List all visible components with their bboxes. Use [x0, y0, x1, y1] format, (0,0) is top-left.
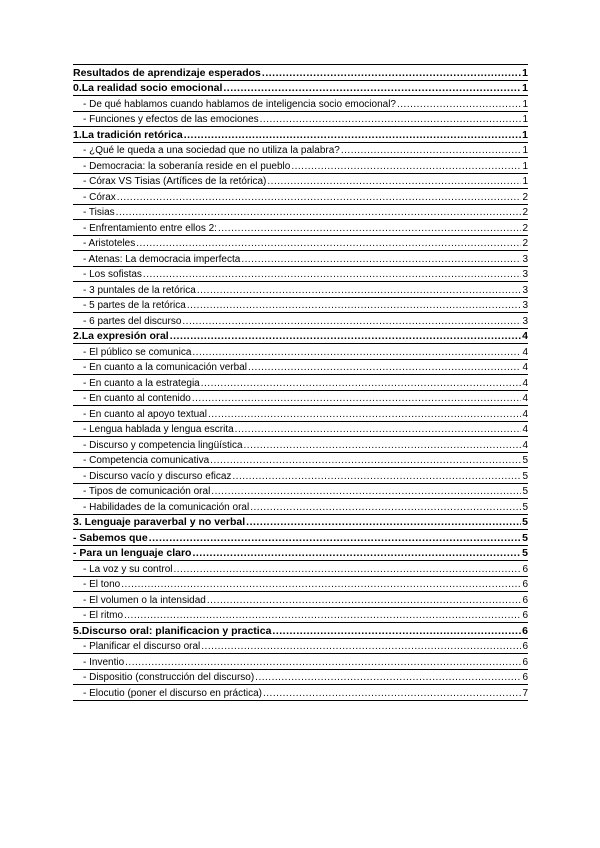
toc-page-number: 6 — [522, 594, 528, 606]
dot-leader — [187, 299, 522, 311]
toc-entry-label: - El público se comunica — [83, 346, 192, 358]
toc-subentry[interactable] — [73, 359, 528, 375]
toc-entry-label: - Discurso vacío y discurso eficaz — [83, 470, 232, 482]
dot-leader — [232, 470, 521, 482]
toc-entry-label: - En cuanto a la comunicación verbal — [83, 362, 247, 373]
toc-page-number: 5 — [522, 486, 528, 497]
toc-page-number: 1 — [522, 82, 528, 94]
dot-leader — [250, 501, 521, 513]
toc-heading-entry[interactable] — [73, 80, 528, 96]
toc-page-number: 4 — [522, 330, 528, 342]
toc-entry-label: - El ritmo — [83, 610, 123, 621]
toc-entry-label: - Elocutio (poner el discurso en práctica) — [83, 687, 262, 699]
toc-heading-entry[interactable] — [73, 64, 528, 80]
toc-page-number: 2 — [522, 191, 528, 203]
toc-subentry[interactable] — [73, 560, 528, 576]
toc-entry-label: 0.La realidad socio emocional — [73, 82, 223, 94]
toc-subentry[interactable] — [73, 374, 528, 390]
toc-entry-label: - Dispositio (construcción del discurso) — [83, 672, 255, 683]
dot-leader — [246, 516, 521, 528]
dot-leader — [248, 361, 521, 373]
toc-subentry[interactable] — [73, 591, 528, 607]
toc-page-number: 3 — [522, 284, 528, 296]
toc-subentry[interactable] — [73, 607, 528, 623]
toc-subentry[interactable] — [73, 188, 528, 204]
toc-subentry[interactable] — [73, 142, 528, 158]
toc-heading-entry[interactable] — [73, 514, 528, 530]
toc-page-number: 4 — [522, 439, 528, 451]
toc-page-number: 6 — [522, 579, 528, 590]
toc-page-number: 4 — [522, 408, 528, 420]
toc-heading-entry[interactable] — [73, 328, 528, 344]
dot-leader — [267, 175, 521, 187]
toc-page-number: 1 — [522, 160, 528, 172]
toc-page-number: 2 — [522, 207, 528, 218]
dot-leader — [263, 687, 521, 699]
toc-page-number: 3 — [522, 253, 528, 265]
toc-page-number: 2 — [522, 222, 528, 234]
dot-leader — [223, 82, 521, 94]
dot-leader — [125, 656, 521, 668]
toc-subentry[interactable] — [73, 467, 528, 483]
toc-page-number: 1 — [522, 114, 528, 125]
toc-page-number: 4 — [522, 362, 528, 373]
toc-page-number: 1 — [522, 145, 528, 156]
toc-page-number: 6 — [522, 624, 528, 637]
toc-subentry[interactable] — [73, 390, 528, 406]
toc-subentry[interactable] — [73, 405, 528, 421]
toc-entry-label: - Planificar el discurso oral — [83, 641, 201, 652]
dot-leader — [121, 578, 521, 590]
toc-subentry[interactable] — [73, 483, 528, 499]
toc-subentry[interactable] — [73, 173, 528, 189]
toc-subentry[interactable] — [73, 312, 528, 328]
toc-page-number: 4 — [522, 393, 528, 404]
dot-leader — [143, 268, 522, 280]
dot-leader — [116, 206, 522, 218]
toc-heading-entry[interactable] — [73, 126, 528, 142]
toc-page-number: 3 — [522, 269, 528, 280]
dot-leader — [208, 408, 521, 420]
toc-subentry[interactable] — [73, 204, 528, 220]
toc-page-number: 1 — [522, 66, 528, 79]
toc-subentry[interactable] — [73, 157, 528, 173]
toc-entry-label: - Discurso y competencia lingüística — [83, 439, 243, 451]
dot-leader — [260, 113, 522, 125]
toc-entry-label: Resultados de aprendizaje esperados — [73, 66, 261, 79]
toc-entry-label: - Los sofistas — [83, 269, 142, 280]
toc-page-number: 3 — [522, 300, 528, 311]
toc-entry-label: - La voz y su control — [83, 563, 173, 575]
dot-leader — [211, 485, 521, 497]
toc-subentry[interactable] — [73, 421, 528, 437]
toc-entry-label: - En cuanto al contenido — [83, 393, 191, 404]
toc-subentry[interactable] — [73, 250, 528, 266]
toc-entry-label: - 3 puntales de la retórica — [83, 284, 196, 296]
toc-entry-label: - Aristoteles — [83, 238, 136, 249]
dot-leader — [182, 315, 521, 327]
toc-entry-label: - ¿Qué le queda a una sociedad que no utiliza la palabra? — [83, 145, 340, 156]
toc-entry-label: - Córax — [83, 191, 116, 203]
toc-page-number: 6 — [522, 563, 528, 575]
toc-page-number: 4 — [522, 346, 528, 358]
dot-leader — [192, 392, 522, 404]
toc-entry-label: - Sabemos que — [73, 531, 148, 544]
toc-entry-label: - En cuanto al apoyo textual — [83, 408, 207, 420]
toc-page-number: 6 — [522, 672, 528, 683]
dot-leader — [170, 330, 521, 342]
dot-leader — [124, 609, 521, 621]
dot-leader — [262, 67, 521, 79]
dot-leader — [136, 237, 521, 249]
toc-subentry[interactable] — [73, 669, 528, 685]
toc-subentry[interactable] — [73, 498, 528, 514]
dot-leader — [149, 532, 521, 544]
toc-entry-label: - Lengua hablada y lengua escrita — [83, 424, 234, 435]
toc-entry-label: 5.Discurso oral: planificacion y practica — [73, 624, 272, 637]
toc-heading-entry[interactable] — [73, 545, 528, 561]
toc-page-number: 5 — [522, 547, 528, 559]
dot-leader — [192, 346, 521, 358]
dot-leader — [197, 284, 522, 296]
toc-subentry[interactable] — [73, 95, 528, 111]
toc-page-number: 4 — [522, 424, 528, 435]
dot-leader — [291, 160, 521, 172]
toc-entry-label: - Para un lenguaje claro — [73, 547, 192, 559]
toc-entry-label: - 5 partes de la retórica — [83, 300, 186, 311]
dot-leader — [218, 222, 521, 234]
toc-entry-label: - Competencia comunicativa — [83, 455, 210, 466]
toc-subentry[interactable] — [73, 343, 528, 359]
toc-page-number: 1 — [522, 98, 528, 110]
toc-subentry[interactable] — [73, 111, 528, 127]
toc-subentry[interactable] — [73, 219, 528, 235]
toc-page-number: 7 — [522, 687, 528, 699]
toc-subentry[interactable] — [73, 281, 528, 297]
toc-entry-label: - Tipos de comunicación oral — [83, 486, 211, 497]
toc-page-number: 1 — [522, 128, 528, 141]
toc-entry-label: - El volumen o la intensidad — [83, 594, 206, 606]
toc-entry-label: 1.La tradición retórica — [73, 128, 183, 141]
toc-entry-label: - Democracia: la soberanía reside en el pueblo — [83, 160, 291, 172]
toc-page-number: 2 — [522, 238, 528, 249]
dot-leader — [272, 625, 521, 637]
toc-entry-label: - Tisias — [83, 207, 115, 218]
toc-entry-label: - Inventio — [83, 656, 125, 668]
table-of-contents — [73, 64, 528, 701]
toc-page-number: 5 — [522, 516, 528, 528]
toc-subentry[interactable] — [73, 297, 528, 313]
toc-page-number: 6 — [522, 610, 528, 621]
dot-leader — [244, 439, 522, 451]
toc-subentry[interactable] — [73, 684, 528, 700]
dot-leader — [184, 129, 521, 141]
toc-entry-label: - De qué hablamos cuando hablamos de inteligencia socio emocional? — [83, 98, 396, 110]
toc-page-number: 5 — [522, 501, 528, 513]
dot-leader — [117, 191, 522, 203]
toc-entry-label: - Atenas: La democracia imperfecta — [83, 253, 241, 265]
dot-leader — [241, 253, 521, 265]
dot-leader — [207, 594, 522, 606]
dot-leader — [210, 454, 521, 466]
toc-entry-label: 2.La expresión oral — [73, 330, 169, 342]
toc-page-number: 6 — [522, 641, 528, 652]
dot-leader — [341, 144, 522, 156]
toc-subentry[interactable] — [73, 452, 528, 468]
dot-leader — [201, 640, 521, 652]
toc-heading-entry[interactable] — [73, 529, 528, 545]
toc-subentry[interactable] — [73, 638, 528, 654]
toc-page-number: 4 — [522, 377, 528, 389]
toc-entry-label: - El tono — [83, 579, 121, 590]
toc-entry-label: - Enfrentamiento entre ellos 2: — [83, 222, 217, 234]
toc-page-number: 5 — [522, 531, 528, 544]
dot-leader — [397, 98, 521, 110]
toc-subentry[interactable] — [73, 576, 528, 592]
toc-subentry[interactable] — [73, 235, 528, 251]
toc-entry-label: - 6 partes del discurso — [83, 315, 182, 327]
toc-page-number: 3 — [522, 315, 528, 327]
toc-entry-label: - Funciones y efectos de las emociones — [83, 114, 259, 125]
toc-subentry[interactable] — [73, 653, 528, 669]
dot-leader — [192, 547, 521, 559]
dot-leader — [255, 671, 521, 683]
toc-page-number: 5 — [522, 455, 528, 466]
toc-page-number: 6 — [522, 656, 528, 668]
toc-entry-label: 3. Lenguaje paraverbal y no verbal — [73, 516, 246, 528]
toc-entry-label: - Córax VS Tisias (Artífices de la retórica) — [83, 176, 267, 187]
toc-entry-label: - Habilidades de la comunicación oral — [83, 501, 250, 513]
toc-heading-entry[interactable] — [73, 622, 528, 638]
toc-page-number: 1 — [522, 176, 528, 187]
toc-entry-label: - En cuanto a la estrategia — [83, 377, 200, 389]
toc-page-number: 5 — [522, 470, 528, 482]
dot-leader — [173, 563, 521, 575]
dot-leader — [235, 423, 522, 435]
toc-subentry[interactable] — [73, 266, 528, 282]
toc-subentry[interactable] — [73, 436, 528, 452]
dot-leader — [201, 377, 522, 389]
